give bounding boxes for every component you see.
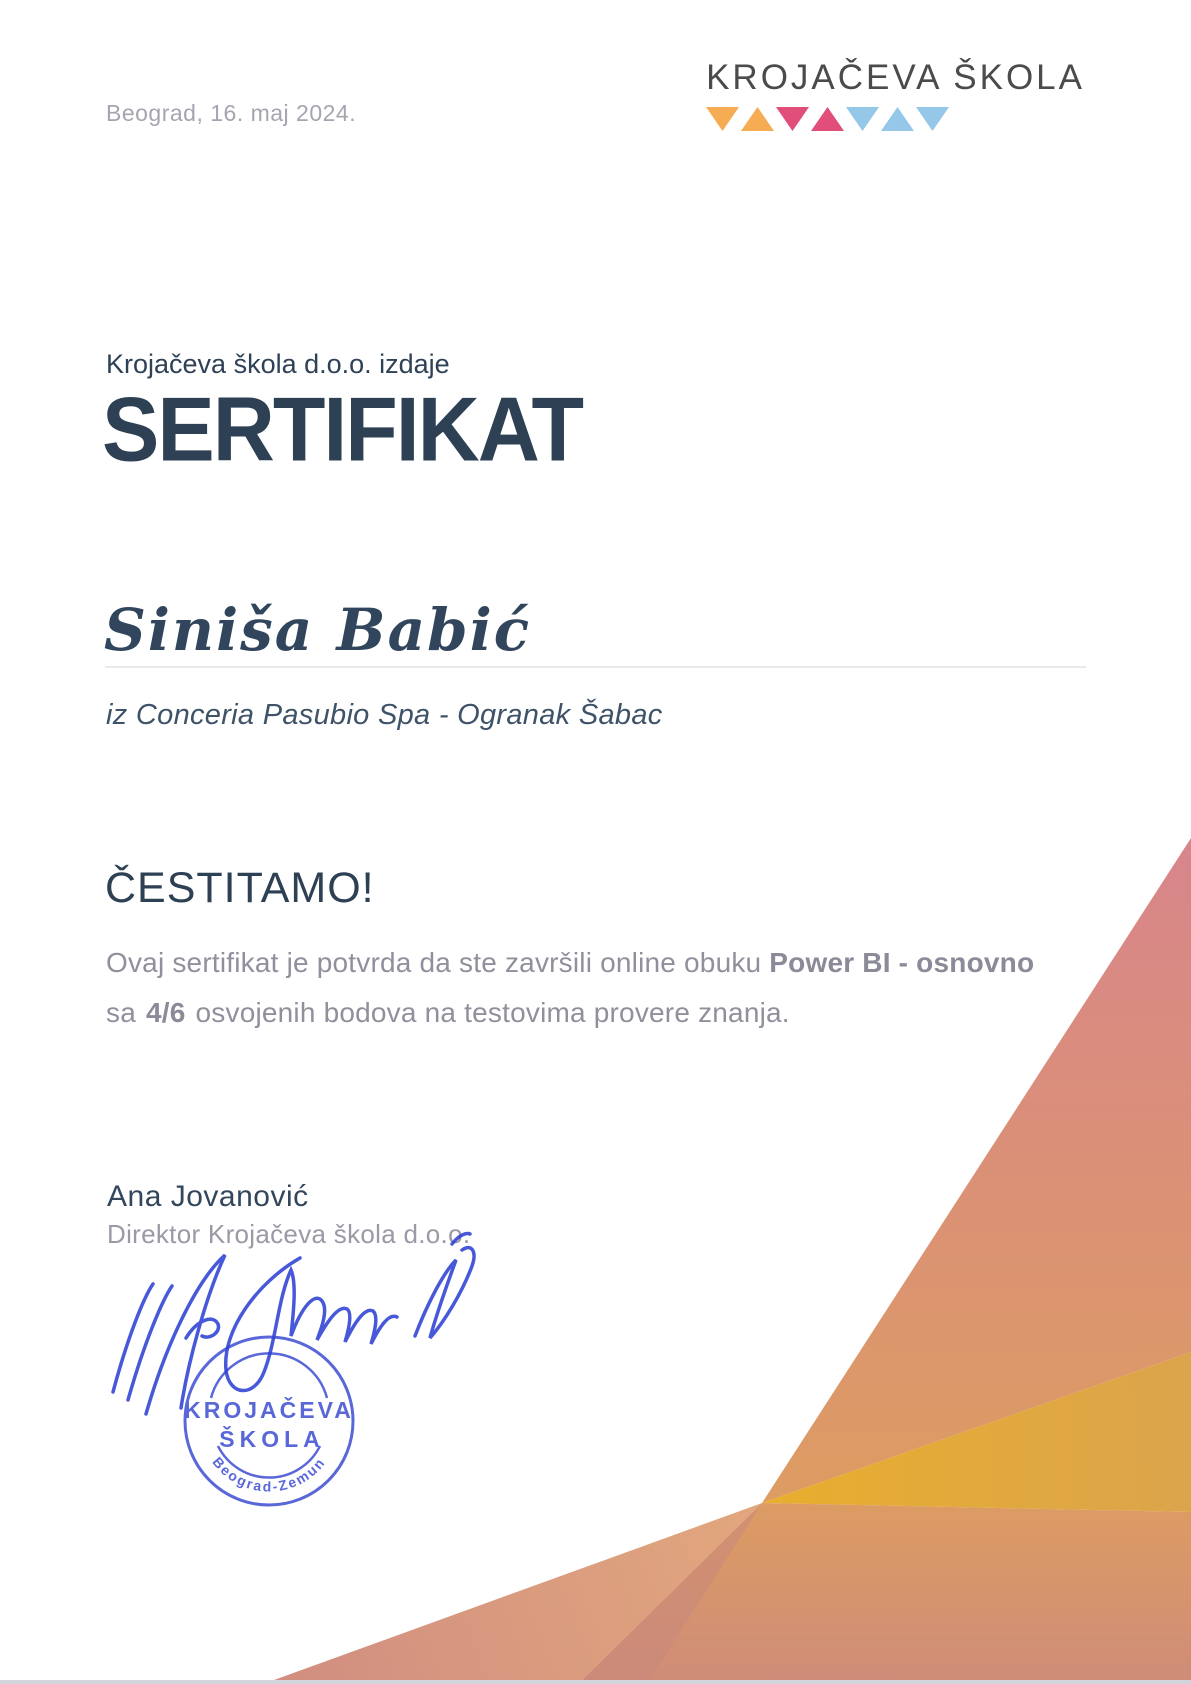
body-text-before-course: Ovaj sertifikat je potvrda da ste završili online obuku <box>106 947 770 978</box>
school-logo-text: KROJAČEVA ŠKOLA <box>706 58 1085 97</box>
signature-stroke <box>452 1233 470 1244</box>
stamp-text-line1: KROJAČEVA <box>184 1397 354 1423</box>
certificate-title: SERTIFIKAT <box>102 379 583 481</box>
stamp-text-line2: ŠKOLA <box>219 1426 325 1452</box>
issue-date: Beograd, 16. maj 2024. <box>106 100 357 126</box>
course-name: Power BI - osnovno <box>769 947 1035 978</box>
issuer-line: Krojačeva škola d.o.o. izdaje <box>106 349 450 379</box>
body-text-after: osvojenih bodova na testovima provere znanja. <box>195 996 790 1028</box>
director-signature <box>113 1233 474 1414</box>
congrats-heading: ČESTITAMO! <box>105 864 375 912</box>
signature-stroke <box>128 1286 172 1400</box>
score-value: 4/6 <box>145 996 186 1028</box>
signer-title: Direktor Krojačeva škola d.o.o. <box>107 1219 471 1249</box>
recipient-affiliation: iz Conceria Pasubio Spa - Ogranak Šabac <box>106 699 663 731</box>
body-text-middle: sa <box>106 996 136 1028</box>
recipient-name: Siniša Babić <box>104 596 532 664</box>
signer-name: Ana Jovanović <box>107 1180 309 1213</box>
page-bottom-edge <box>0 1680 1191 1684</box>
signature-stroke <box>415 1248 474 1338</box>
stamp-arc-text: Beograd-Zemun <box>209 1453 329 1495</box>
signature-stroke <box>186 1319 219 1338</box>
